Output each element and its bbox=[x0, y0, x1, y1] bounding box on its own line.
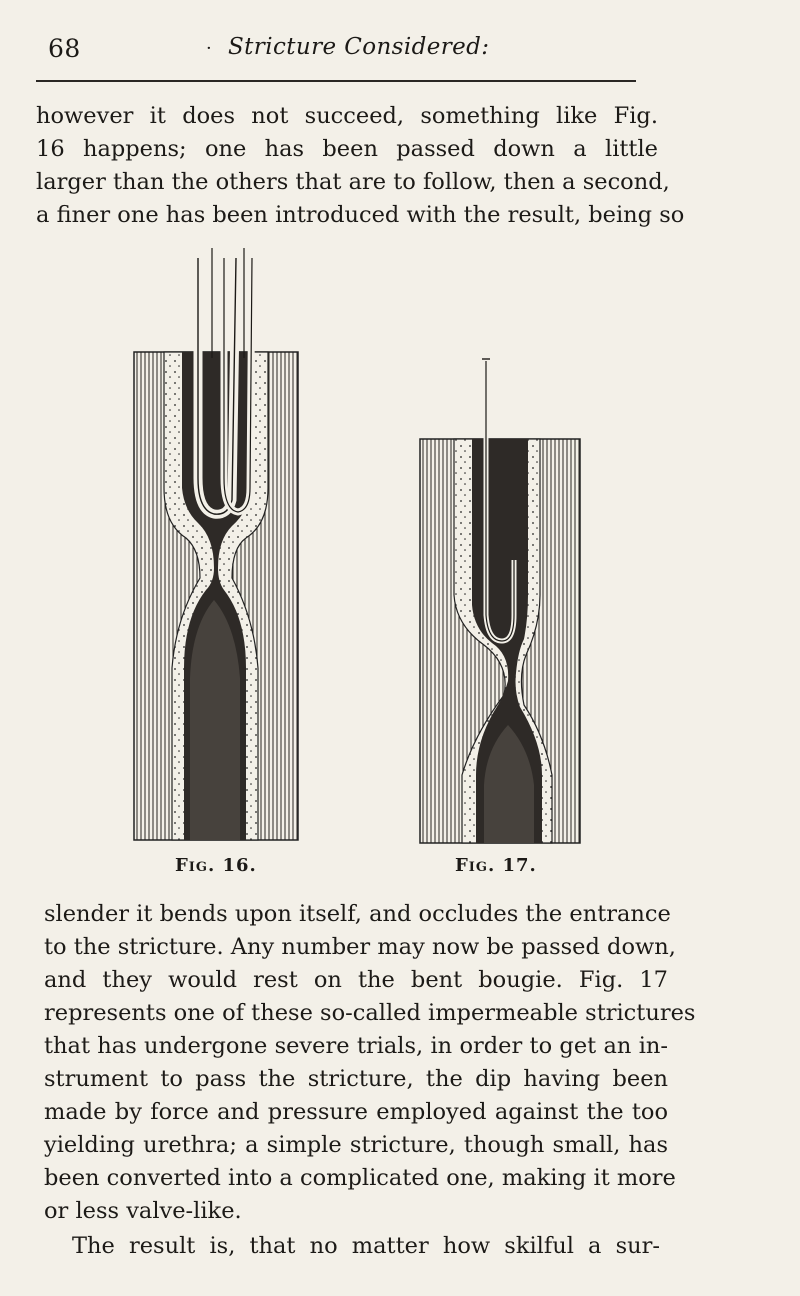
text-line: that has undergone severe trials, in order to get an in- bbox=[44, 1033, 668, 1059]
text-line: slender it bends upon itself, and occludes the entrance bbox=[44, 901, 671, 927]
header-dot: · bbox=[206, 38, 212, 59]
text-line: been converted into a complicated one, making it more bbox=[44, 1165, 676, 1191]
figure-17-caption: Fig. 17. bbox=[455, 855, 537, 876]
text-line: represents one of these so-called impermeable strictures bbox=[44, 1000, 696, 1026]
figure-17-illustration bbox=[414, 355, 584, 851]
text-line: strument to pass the stricture, the dip having been bbox=[44, 1066, 668, 1092]
header-rule bbox=[36, 80, 636, 82]
figure-16-caption: Fig. 16. bbox=[175, 855, 257, 876]
text-line: The result is, that no matter how skilful a sur- bbox=[72, 1233, 660, 1259]
running-head: Stricture Considered: bbox=[228, 34, 490, 60]
page-number: 68 bbox=[48, 34, 81, 63]
paragraph-final bbox=[72, 1230, 660, 1263]
text-line: made by force and pressure employed against the too bbox=[44, 1099, 668, 1125]
text-line: larger than the others that are to follow, then a second, bbox=[36, 169, 670, 195]
paragraph-bottom bbox=[44, 898, 696, 1228]
text-line: and they would rest on the bent bougie. Fig. 17 bbox=[44, 967, 668, 993]
paragraph-top bbox=[36, 100, 685, 232]
text-line: to the stricture. Any number may now be passed down, bbox=[44, 934, 676, 960]
text-line: or less valve-like. bbox=[44, 1198, 242, 1224]
text-line: 16 happens; one has been passed down a little bbox=[36, 136, 658, 162]
text-line: yielding urethra; a simple stricture, though small, has bbox=[44, 1132, 668, 1158]
text-line: a finer one has been introduced with the result, being so bbox=[36, 202, 685, 228]
text-line: however it does not succeed, something like Fig. bbox=[36, 103, 658, 129]
figure-16-illustration bbox=[128, 248, 304, 848]
